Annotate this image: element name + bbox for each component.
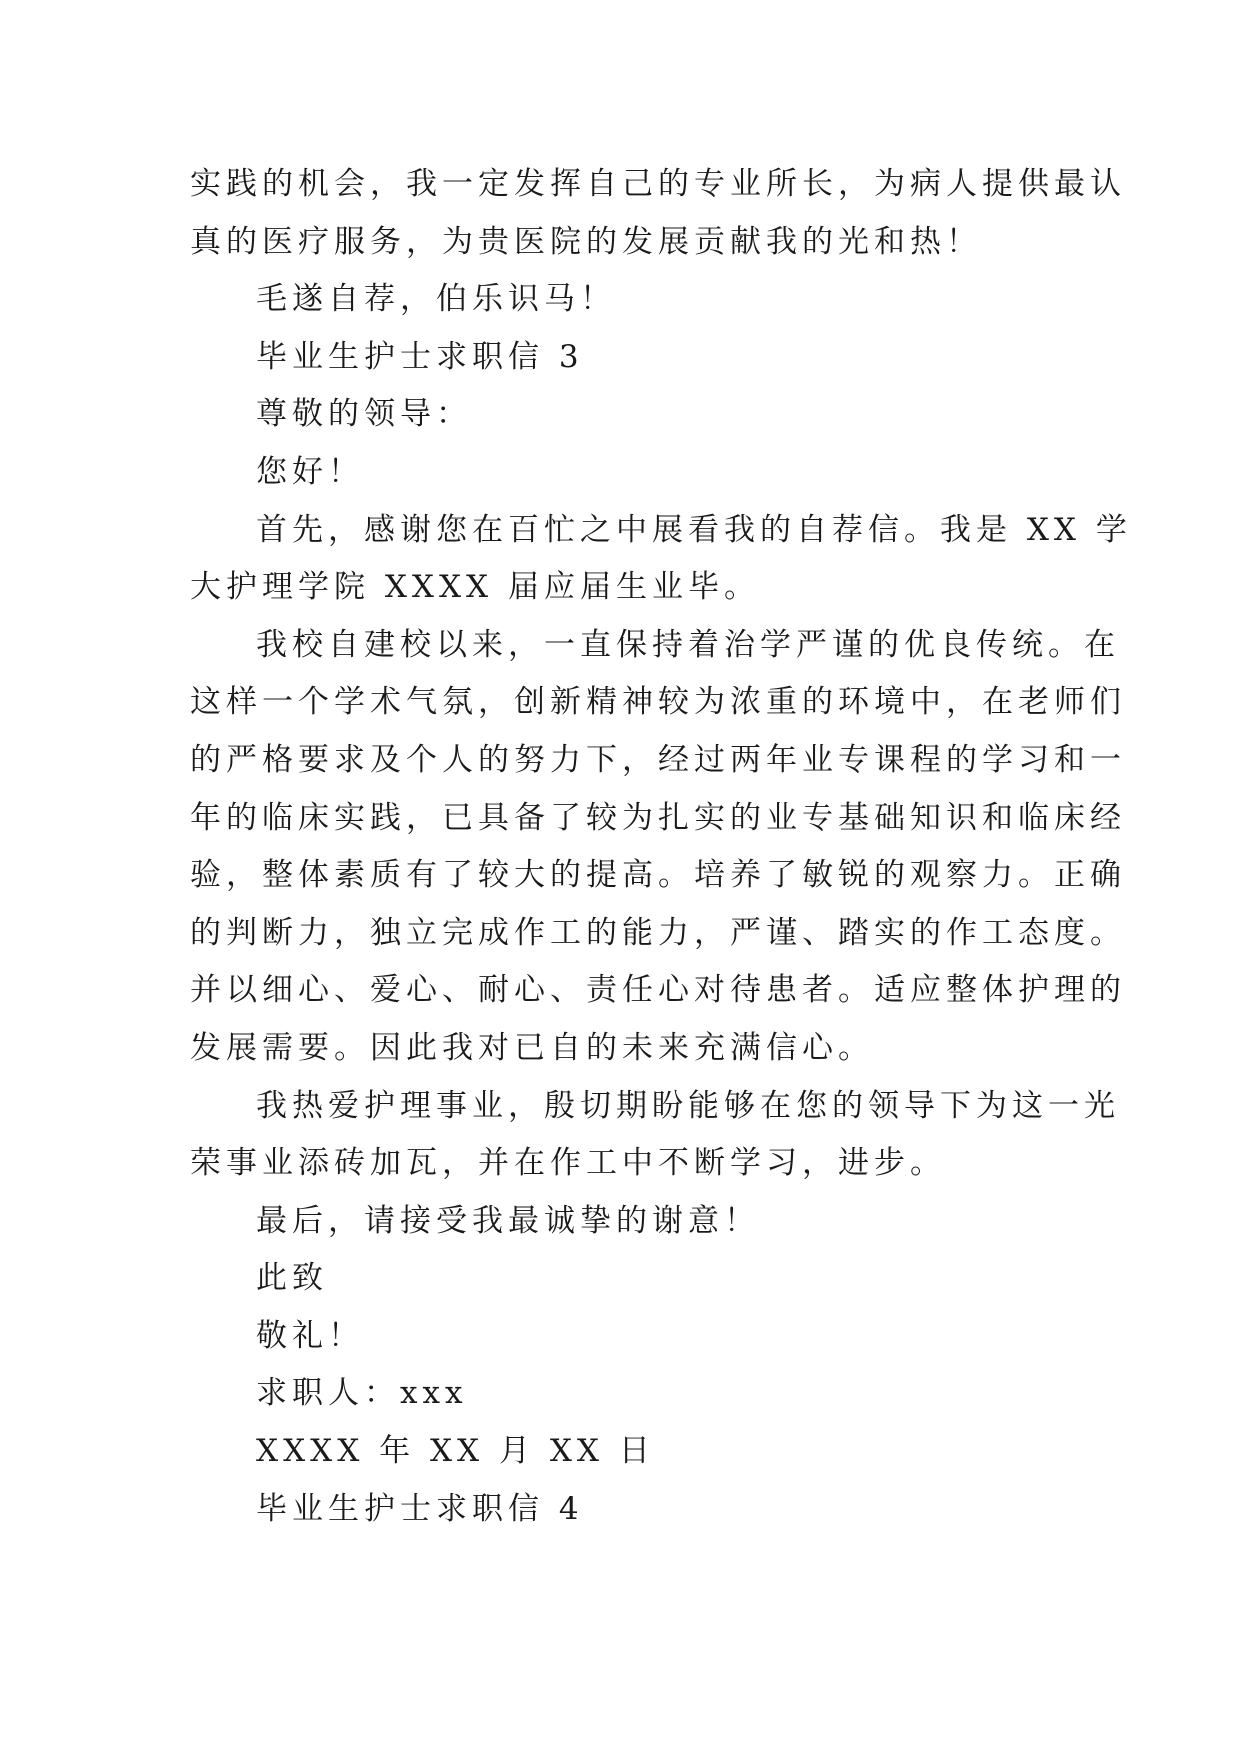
text-line: 年的临床实践，已具备了较为扎实的业专基础知识和临床经 bbox=[190, 799, 1126, 836]
text-line: 此致 bbox=[256, 1260, 328, 1297]
text-line: 并以细心、爱心、耐心、责任心对待患者。适应整体护理的 bbox=[190, 972, 1126, 1009]
text-line: 实践的机会，我一定发挥自己的专业所长，为病人提供最认 bbox=[190, 166, 1126, 202]
letter-body bbox=[190, 156, 1132, 1538]
text-line: 毕业生护士求职信 3 bbox=[256, 338, 584, 375]
text-line: 验，整体素质有了较大的提高。培养了敏锐的观察力。正确 bbox=[190, 857, 1126, 894]
text-line: 您好！ bbox=[256, 453, 364, 490]
text-line: 首先，感谢您在百忙之中展看我的自荐信。我是 XX 学 bbox=[256, 511, 1132, 548]
text-line: XXXX 年 XX 月 XX 日 bbox=[256, 1433, 655, 1470]
text-line: 尊敬的领导： bbox=[256, 396, 472, 433]
text-line: 我校自建校以来，一直保持着治学严谨的优良传统。在 bbox=[256, 626, 1120, 663]
text-line: 真的医疗服务，为贵医院的发展贡献我的光和热！ bbox=[190, 223, 982, 260]
text-line: 求职人：xxx bbox=[256, 1375, 468, 1412]
text-line: 大护理学院 XXXX 届应届生业毕。 bbox=[190, 569, 760, 606]
text-line: 敬礼！ bbox=[256, 1317, 364, 1354]
text-line: 我热爱护理事业，殷切期盼能够在您的领导下为这一光 bbox=[256, 1087, 1120, 1124]
text-line: 最后，请接受我最诚挚的谢意！ bbox=[256, 1202, 760, 1239]
text-line: 毛遂自荐，伯乐识马！ bbox=[256, 281, 616, 318]
text-line: 发展需要。因此我对已自的未来充满信心。 bbox=[190, 1029, 874, 1066]
text-line: 荣事业添砖加瓦，并在作工中不断学习，进步。 bbox=[190, 1145, 946, 1182]
text-line: 毕业生护士求职信 4 bbox=[256, 1490, 584, 1527]
text-line: 这样一个学术气氛，创新精神较为浓重的环境中，在老师们 bbox=[190, 684, 1126, 721]
text-line: 的判断力，独立完成作工的能力，严谨、踏实的作工态度。 bbox=[190, 914, 1126, 951]
text-line: 的严格要求及个人的努力下，经过两年业专课程的学习和一 bbox=[190, 741, 1126, 778]
